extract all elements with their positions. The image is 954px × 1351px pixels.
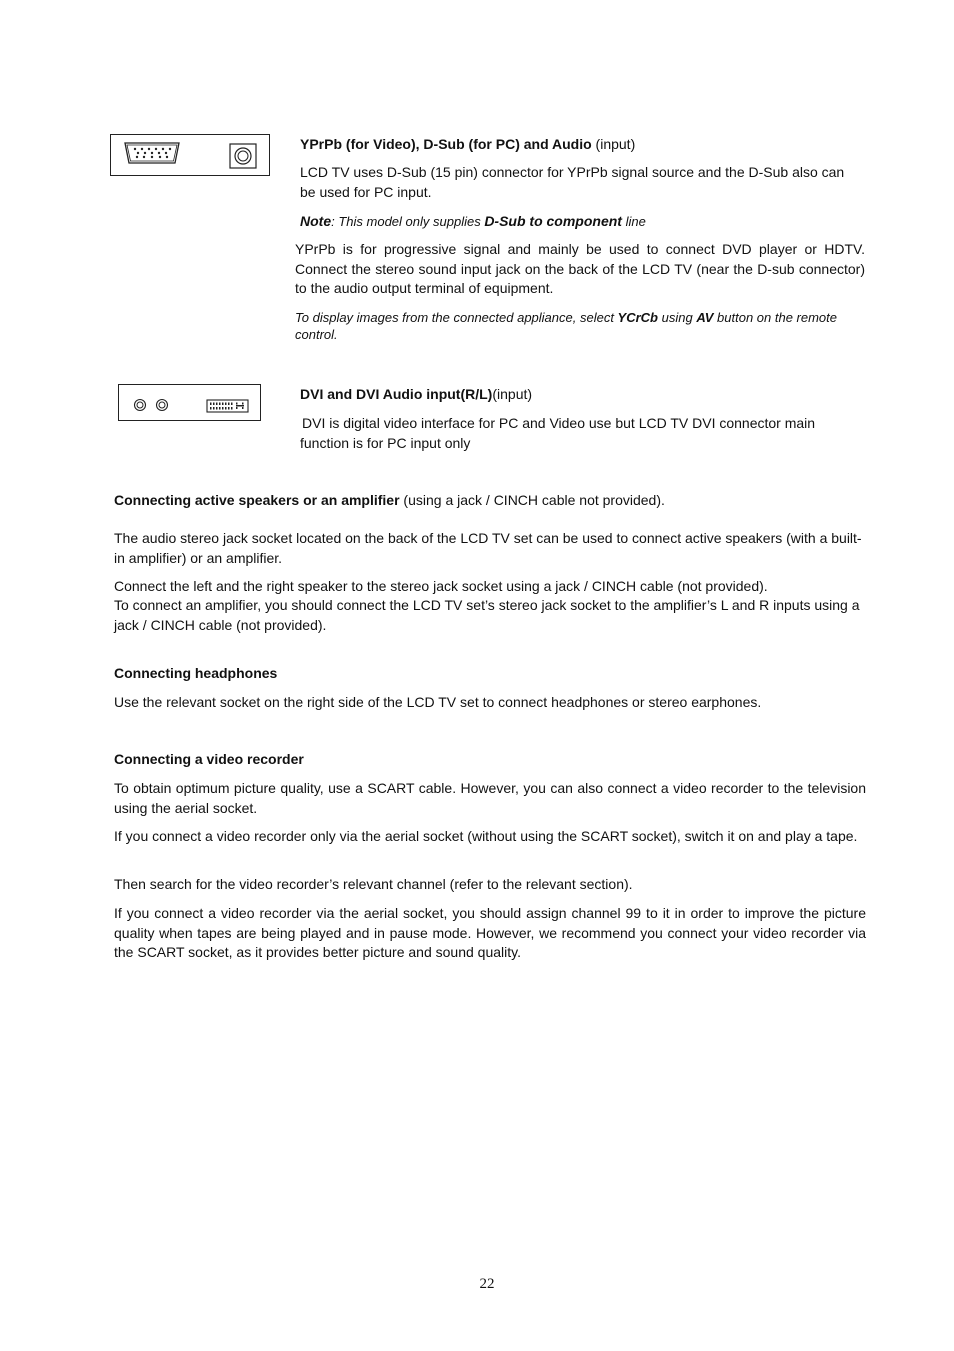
speakers-paragraph-1: The audio stereo jack socket located on the back of the LCD TV set can be used to connect active speakers (with a built-in amplifier) or an amplifier.: [114, 530, 862, 566]
speakers-heading-suffix: (using a jack / CINCH cable not provided).: [399, 492, 665, 508]
speakers-heading-bold: Connecting active speakers or an amplifier: [114, 492, 400, 508]
yprpb-description: LCD TV uses D-Sub (15 pin) connector for YPrPb signal source and the D-Sub also can be used for PC input.: [300, 164, 845, 200]
recorder-heading: Connecting a video recorder: [114, 751, 304, 767]
note-tail: line: [621, 214, 646, 229]
dvi-connector-illustration: [118, 384, 261, 421]
yprpb-heading: [300, 135, 870, 155]
display-mid: using: [658, 310, 697, 325]
yprpb-note: [300, 212, 860, 232]
display-post: button on the remote control.: [295, 310, 838, 342]
display-av: AV: [696, 310, 714, 325]
yprpb-display-instructions: [295, 309, 840, 343]
recorder-paragraph-4: If you connect a video recorder via the aerial socket, you should assign channel 99 to it in order to improve the picture quality when tapes are being played and in pause mode. However, we recommend you connect your video recorder via the SCART socket, as it provides better picture and sound quality.: [114, 905, 866, 960]
dvi-heading-suffix: (input): [492, 386, 533, 402]
recorder-paragraph-2: If you connect a video recorder only via the aerial socket (without using the SCART socket), switch it on and play a tape.: [114, 828, 858, 844]
note-label: Note: [300, 213, 332, 229]
recorder-paragraph-1: To obtain optimum picture quality, use a SCART cable. However, you can also connect a video recorder to the television using the aerial socket.: [114, 780, 866, 816]
dvi-heading-bold: DVI and DVI Audio input(R/L): [300, 386, 493, 402]
display-ycrcb: YCrCb: [617, 310, 658, 325]
dvi-heading: [300, 385, 860, 405]
yprpb-heading-bold: YPrPb (for Video), D-Sub (for PC) and Audio: [300, 136, 592, 152]
speakers-paragraph-2b: To connect an amplifier, you should connect the LCD TV set’s stereo jack socket to the amplifier’s L and R inputs using a jack / CINCH cable (not provided).: [114, 597, 860, 633]
note-text: : This model only supplies: [331, 214, 485, 229]
recorder-paragraph-3: Then search for the video recorder’s relevant channel (refer to the relevant section).: [114, 876, 633, 892]
dsub-audio-connector-illustration: [110, 134, 270, 176]
dsub-connector-icon: [111, 135, 268, 174]
page-number: 22: [479, 1276, 495, 1292]
speakers-paragraph-2a: Connect the left and the right speaker to the stereo jack socket using a jack / CINCH cable (not provided).: [114, 578, 768, 594]
display-pre: To display images from the connected appliance, select: [295, 310, 618, 325]
yprpb-heading-suffix: (input): [591, 136, 636, 152]
dvi-audio-connector-icon: [119, 385, 259, 419]
headphones-paragraph: Use the relevant socket on the right side of the LCD TV set to connect headphones or stereo earphones.: [114, 694, 762, 710]
yprpb-paragraph: YPrPb is for progressive signal and mainly be used to connect DVD player or HDTV. Connect the stereo sound input jack on the back of the LCD TV (near the D-sub connector) to the audio output terminal of equipment.: [295, 241, 865, 296]
speakers-heading: [114, 491, 866, 511]
headphones-heading: Connecting headphones: [114, 665, 278, 681]
note-emphasis: D-Sub to component: [484, 213, 622, 229]
dvi-description: DVI is digital video interface for PC and Video use but LCD TV DVI connector main function is for PC input only: [300, 415, 816, 451]
